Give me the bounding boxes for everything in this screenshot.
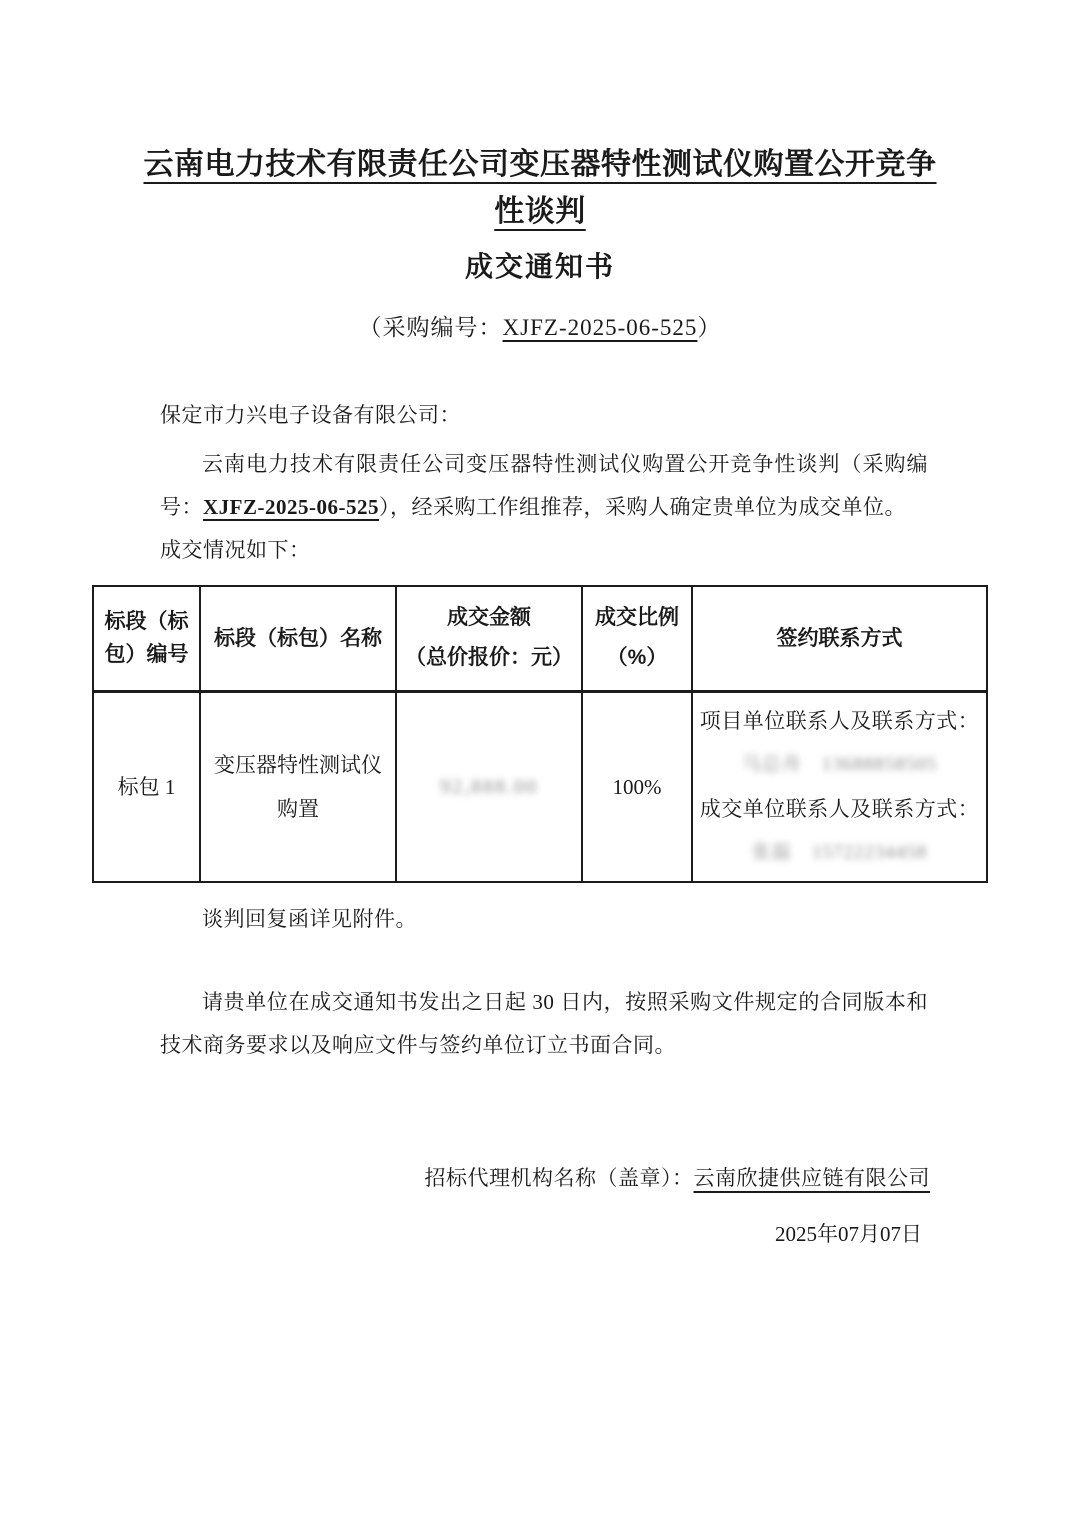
header-award-amount	[396, 586, 582, 691]
award-paragraph	[160, 443, 928, 529]
award-paragraph-part2: ），经采购工作组推荐，采购人确定贵单位为成交单位。	[378, 495, 906, 519]
cell-lot-name: 变压器特性测试仪购置	[200, 691, 396, 882]
project-contact-label: 项目单位联系人及联系方式：	[699, 708, 980, 733]
procurement-number-line	[0, 311, 1080, 345]
table-intro-line: 成交情况如下：	[160, 538, 311, 562]
document-subtitle: 成交通知书	[464, 251, 615, 282]
signature-date: 2025年07月07日	[775, 1222, 922, 1246]
redacted-amount: 92,888.00	[440, 776, 538, 799]
header-award-ratio-line1: 成交比例	[595, 606, 679, 630]
procurement-number-suffix: ）	[697, 315, 722, 340]
cell-award-amount	[396, 691, 582, 882]
cell-lot-number: 标包 1	[93, 691, 200, 882]
agency-signature-line	[0, 1157, 930, 1200]
award-table-header	[93, 586, 987, 691]
award-table-body	[93, 691, 987, 882]
document-title: 云南电力技术有限责任公司变压器特性测试仪购置公开竞争性谈判	[143, 148, 937, 228]
contract-instruction-paragraph: 请贵单位在成交通知书发出之日起 30 日内，按照采购文件规定的合同版本和技术商务要求以及响应文件与签约单位订立书面合同。	[160, 990, 928, 1057]
winner-contact-label: 成交单位联系人及联系方式：	[699, 796, 980, 821]
award-result-table	[92, 585, 988, 883]
redacted-winner-contact: 张磊 15722234458	[751, 841, 928, 863]
header-contact-info: 签约联系方式	[692, 586, 987, 691]
header-lot-name: 标段（标包）名称	[200, 586, 396, 691]
cell-contact-info	[692, 691, 987, 882]
cell-award-ratio: 100%	[582, 691, 692, 882]
header-award-amount-line2: （总价报价：元）	[405, 646, 573, 670]
agency-label: 招标代理机构名称（盖章）：	[424, 1166, 694, 1190]
recipient-line: 保定市力兴电子设备有限公司：	[160, 403, 461, 427]
procurement-number-code: XJFZ-2025-06-525	[502, 315, 698, 340]
award-paragraph-part1: 云南电力技术有限责任公司变压器特性测试仪购置公开竞争性谈判（采购编号：	[160, 452, 928, 519]
redacted-project-contact: 马总舟 13688858505	[741, 753, 938, 775]
header-row	[93, 586, 987, 691]
procurement-number-prefix: （采购编号：	[358, 315, 503, 340]
header-award-ratio-line2: （%）	[606, 646, 668, 670]
header-award-amount-line1: 成交金额	[447, 606, 531, 630]
attachment-note: 谈判回复函详见附件。	[202, 907, 417, 931]
agency-name: 云南欣捷供应链有限公司	[693, 1166, 930, 1190]
header-lot-number: 标段（标包）编号	[93, 586, 200, 691]
table-row	[93, 691, 987, 882]
award-paragraph-code: XJFZ-2025-06-525	[203, 495, 379, 519]
header-award-ratio	[582, 586, 692, 691]
